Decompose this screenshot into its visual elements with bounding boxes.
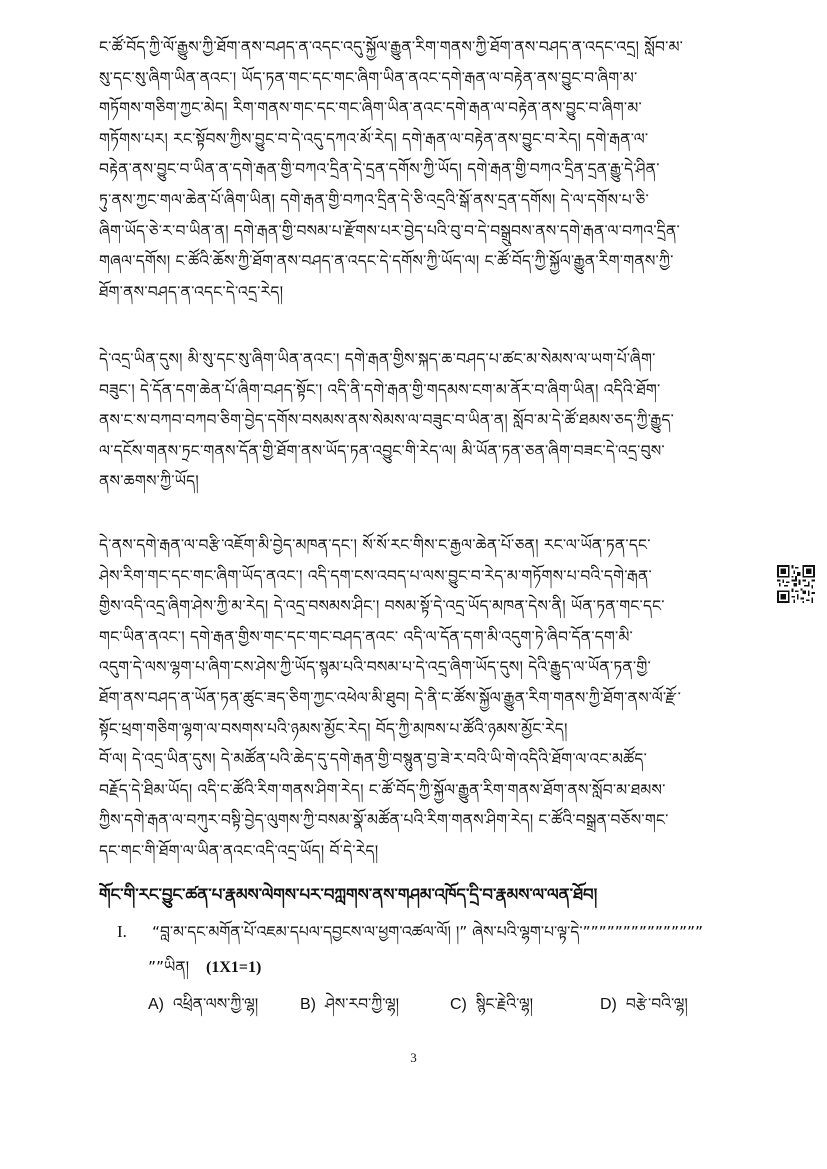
text-line: དང་གང་གི་ཐོག་ལ་ཡིན་ནའང་འདི་འདྲ་ཡོད། བོ་དེ་རེད། [99,841,379,860]
text-line: གང་ཡིན་ནའང་། དགེ་རྒན་གྱིས་གང་དང་གང་བཤད་ནའང་ འདི་ལ་དོན་དག་མི་འདུག་ཏེ་ཞིབ་དོན་དག་མི་ [99,627,633,646]
text-line: སྟོང་ཕྲག་གཅིག་ལྷག་ལ་བསགས་པའི་ཉམས་མྱོང་རེད། བོད་ཀྱི་མཁས་པ་ཚོའི་ཉམས་མྱོང་རེད། [99,719,568,738]
option-label: D) [600,996,617,1013]
text-line: བཟུང་། དེ་དོན་དག་ཆེན་པོ་ཞིག་བཤད་སྟོང་། འདི་ནི་དགེ་རྒན་གྱི་གདམས་ངག་མ་ནོར་བ་ཞིག་ཡིན། འདིའི་ཐོག་ [99,380,661,399]
text-line: འདུག་དེ་ལས་ལྷག་པ་ཞིག་ངས་ཤེས་ཀྱི་ཡོད་སྙམ་པའི་བསམ་པ་དེ་འདྲ་ཞིག་ཡོད་དུས། དེའི་རྒྱུད་ལ་ཡོན་ཏན་གྱི་ [99,658,651,677]
text-line: སུ་དང་སུ་ཞིག་ཡིན་ནའང་། ཡོད་ཏན་གང་དང་གང་ཞིག་ཡིན་ནའང་དགེ་རྒན་ལ་བརྟེན་ནས་བྱུང་བ་ཞིག་མ་ [99,68,638,87]
qr-code-icon [777,565,815,603]
option-label: C) [450,996,467,1013]
text-line: གཏོགས་པར། རང་སྟོབས་ཀྱིས་བྱུང་བ་དེ་འདུ་དཀའ་མོ་རེད། དགེ་རྒན་ལ་བརྟེན་ནས་བྱུང་བ་རེད། དགེ་རྒན་ལ་ [99,129,649,148]
text-line: ང་ཚོ་བོད་ཀྱི་ལོ་རྒྱུས་ཀྱི་ཐོག་ནས་བཤད་ན་འདང་འདུ་སྐྱོལ་རྒྱུན་རིག་གནས་ཀྱི་ཐོག་ནས་བཤད་ན་འདང་འདྲ། སློབ་མ་ [99,38,684,56]
paragraph-2 [99,344,733,497]
text-line: ཞིག་ཡོད་ཅེ་ར་བ་ཡིན་ན། དགེ་རྒན་གྱི་བསམ་པ་རྫོགས་པར་བྱེད་པའི་བུ་བ་དེ་བསྒྲུབས་ནས་དགེ་རྒན་ལ་བཀའ་དྲིན་ [99,221,680,240]
text-line: ཐོག་ནས་བཤད་ན་འདང་དེ་འདྲ་རེད། [99,282,284,301]
question-number: I. [117,922,127,941]
text-line: ཐོག་ནས་བཤད་ན་ཡོན་ཏན་ཚུང་ཟད་ཅིག་ཀྱང་འཕེལ་མི་ཐུབ། དེ་ནི་ང་ཚོས་སྐྱོལ་རྒྱུན་རིག་གནས་ཀྱི་ཐོག་ནས་ལོ་རྫོ་ [99,688,682,707]
paragraph-1 [99,32,733,307]
text-line: བོ་ལ། དེ་འདྲ་ཡིན་དུས། དེ་མཚོན་པའི་ཆེད་དུ་དགེ་རྒན་གྱི་བསྙུན་བྱ་ཟེ་ར་བའི་ཡི་གེ་འདིའི་ཐོག་ལ་འང་མཚོད་ [99,750,648,768]
option-c [450,986,533,1030]
text-line: གཏོགས་གཅིག་ཀྱང་མེད། རིག་གནས་གང་དང་གང་ཞིག་ཡིན་ནའང་དགེ་རྒན་ལ་བརྟེན་ནས་བྱུང་བ་ཞིག་མ་ [99,99,642,118]
text-line: གྱིས་འདི་འདྲ་ཞིག་ཤེས་ཀྱི་མ་རེད། དེ་འདྲ་བསམས་ཤིང་། བསམ་སྟོ་དེ་འདྲ་ཡོད་མཁན་དེས་ནི། ཡོན་ཏན་གང་དང་ [99,597,665,616]
option-d [600,986,688,1030]
option-text: འཕྲིན་ལས་ཀྱི་ལྷ། [172,995,259,1013]
text-line: ལ་དངོས་གནས་ཏྲང་གནས་དོན་གྱི་ཐོག་ནས་ཡོད་ཏན་འབྱུང་གི་རེད་ལ། མི་ཡོན་ཏན་ཅན་ཞིག་བཟང་དེ་འདྲ་བུས་ [99,441,665,460]
text-line: བརྗོད་དེ་ཐིམ་ཡོད། འདི་ང་ཚོའི་རིག་གནས་ཤིག་རེད། ང་ཚོ་བོད་ཀྱི་སྐྱོལ་རྒྱུན་རིག་གནས་ཐོག་ནས་སློབ་མ་ཐམས་ [99,780,666,799]
paragraph-4 [99,744,733,866]
text-line: བརྟེན་ནས་བྱུང་བ་ཡིན་ན་དགེ་རྒན་གྱི་བཀའ་དྲིན་དེ་དྲན་དགོས་ཀྱི་ཡོད། དགེ་རྒན་གྱི་བཀའ་དྲིན་དྲན་རྒྱུ་དེ་ཤིན་ [99,160,660,179]
text-line: ཀྱིས་དགེ་རྒན་ལ་བཀུར་བསྟི་བྱེད་ལུགས་ཀྱི་བསམ་སྣོ་མཚོན་པའི་རིག་གནས་ཤིག་རེད། ང་ཚོའི་བསྒྲན་བཅོས་གང་ [99,811,669,830]
question-text: “བླ་མ་དང་མགོན་པོ་འཇམ་དཔལ་དབྱངས་ལ་ཕྱག་འཚལ་ལོ། །” ཞེས་པའི་ལྷག་པ་ལྟ་དེ་””””””””””””””” [151,923,704,941]
option-b [300,986,399,1030]
text-line: ནས་ང་ས་བཀབ་བཀབ་ཅིག་བྱེད་དགོས་བསམས་ནས་སེམས་ལ་བཟུང་བ་ཡིན་ན། སློབ་མ་དེ་ཚོ་ཐམས་ཅད་ཀྱི་རྒྱུད་ [99,411,675,430]
text-line: གཞལ་དགོས། ང་ཚོའི་ཆོས་ཀྱི་ཐོག་ནས་བཤད་ན་འདང་དེ་དགོས་ཀྱི་ཡོད་ལ། ང་ཚོ་བོད་ཀྱི་སྐྱོལ་རྒྱུན་རིག་གནས་ཀྱི་ [99,252,674,271]
section-heading: གོང་གི་རང་བྱུང་ཚན་པ་རྣམས་ལེགས་པར་བཀླགས་ནས་གཤམ་འཁོད་དྲི་བ་རྣམས་ལ་ལན་ཐོབ། [99,885,598,904]
paragraph-3 [99,530,733,744]
text-line: ཏུ་ནས་ཀྱང་གལ་ཆེན་པོ་ཞིག་ཡིན། དགེ་རྒན་གྱི་བཀའ་དྲིན་དེ་ཅི་འདྲའི་སྒོ་ནས་དྲན་དགོས། དེ་ལ་དགོས་པ་ཅི་ [99,190,649,209]
option-text: ཤེས་རབ་ཀྱི་ལྷ། [324,995,400,1013]
text-line: དེ་ནས་དགེ་རྒན་ལ་བརྩི་འཇོག་མི་བྱེད་མཁན་དང་། སོ་སོ་རང་གིས་ང་རྒྱལ་ཆེན་པོ་ཅན། རང་ལ་ཡོན་ཏན་དང་ [99,536,651,554]
text-line: དེ་འདྲ་ཡིན་དུས། མི་སུ་དང་སུ་ཞིག་ཡིན་ནའང་། དགེ་རྒན་གྱིས་སྐད་ཆ་བཤད་པ་ཚང་མ་སེམས་ལ་ཡག་པོ་ཞིག་ [99,350,656,368]
option-text: སྙིང་རྗེའི་ལྷ། [475,995,534,1013]
question-marks: (1X1=1) [206,959,262,976]
question-continuation-text: ””ཡིན། [148,958,190,976]
text-line: ཤེས་རིག་གང་དང་གང་ཞིག་ཡོད་ནའང་། འདི་དག་ངས་འབད་པ་ལས་བྱུང་བ་རེད་མ་གཏོགས་པ་བའི་དགེ་རྒན་ [99,566,652,585]
text-line: ནས་ཆགས་ཀྱི་ཡོད། [99,472,199,491]
page-number: 3 [410,1050,417,1065]
option-a [148,986,258,1030]
option-label: B) [300,996,316,1013]
option-text: བརྩེ་བའི་ལྷ། [625,995,688,1013]
option-label: A) [148,996,164,1013]
